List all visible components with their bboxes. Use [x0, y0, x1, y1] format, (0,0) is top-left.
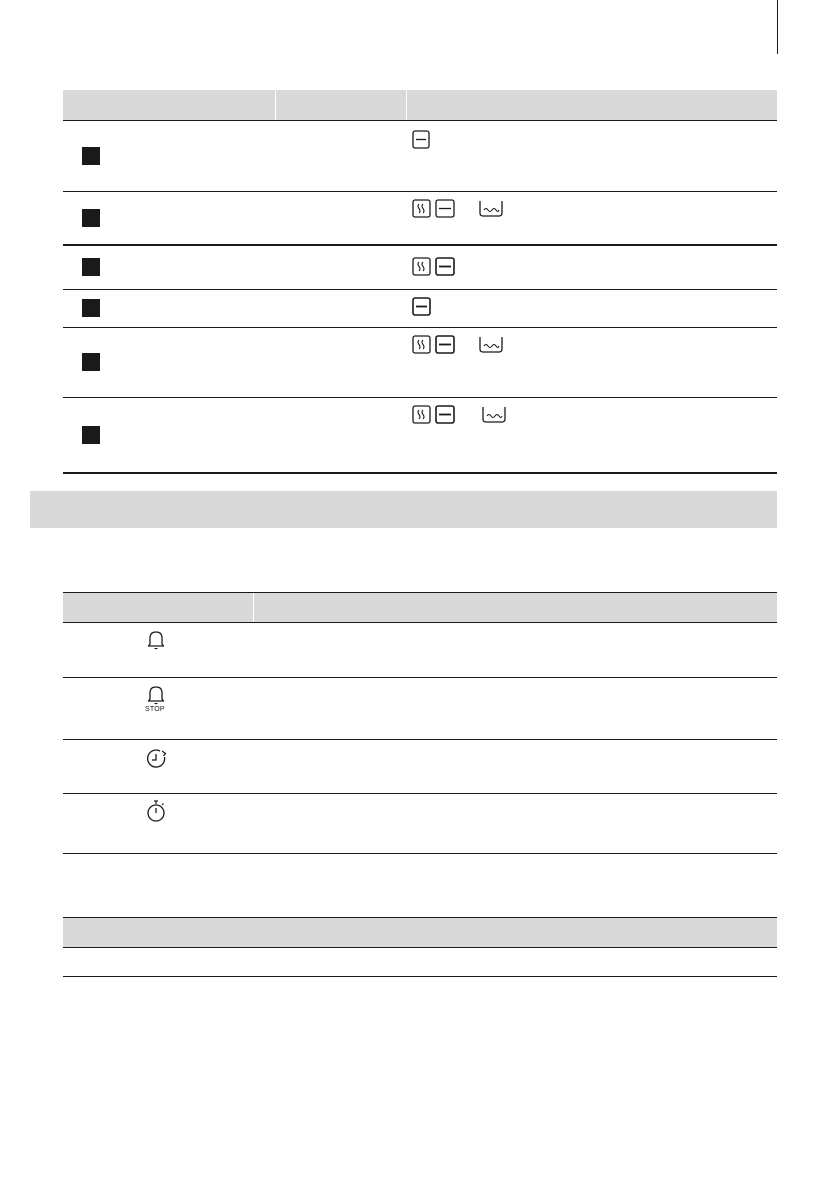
step-marker	[82, 209, 100, 227]
bottom-heat-icon	[412, 297, 431, 316]
stop-label: STOP	[145, 706, 165, 713]
bell-stop-icon	[147, 684, 165, 706]
water-tray-icon	[478, 199, 504, 218]
step-marker	[82, 299, 100, 317]
step-marker	[82, 258, 100, 276]
step-marker	[82, 147, 100, 165]
bell-icon	[147, 629, 165, 651]
table-header	[63, 918, 777, 947]
bottom-heat-icon	[435, 335, 455, 354]
stopwatch-icon	[146, 799, 166, 823]
fan-heat-icon	[412, 405, 431, 424]
fan-heat-icon	[412, 335, 431, 354]
section-heading-bar	[30, 491, 777, 528]
crop-mark	[777, 0, 778, 54]
water-tray-icon	[478, 335, 504, 354]
step-marker	[82, 353, 100, 371]
fan-heat-icon	[412, 257, 431, 276]
bottom-heat-icon	[435, 405, 455, 424]
bottom-heat-icon	[435, 199, 455, 218]
table-header	[63, 90, 777, 120]
fan-heat-icon	[412, 199, 431, 218]
water-tray-icon	[481, 405, 507, 424]
bottom-heat-icon	[435, 257, 455, 276]
table-header	[63, 593, 777, 622]
bottom-heat-icon	[412, 130, 430, 149]
step-marker	[82, 426, 100, 444]
clock-arrow-icon	[146, 748, 168, 770]
